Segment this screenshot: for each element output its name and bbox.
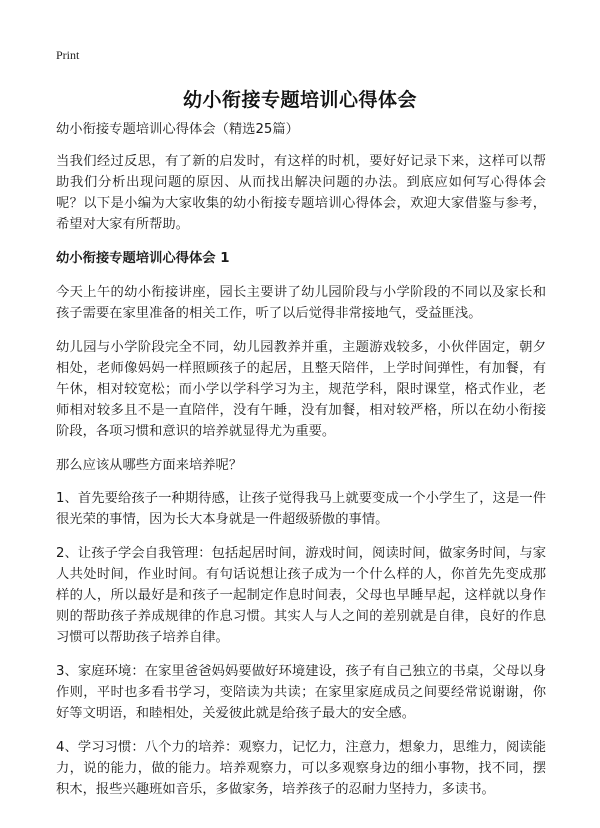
paragraph: 今天上午的幼小衔接讲座，园长主要讲了幼儿园阶段与小学阶段的不同以及家长和孩子需要在家里准备的相关工作，听了以后觉得非常接地气，受益匪浅。: [56, 285, 546, 321]
paragraph: 幼儿园与小学阶段完全不同，幼儿园教养并重，主题游戏较多，小伙伴固定，朝夕相处，老师像妈妈一样照顾孩子的起居，且整天陪伴，上学时间弹性，有加餐，有午休，相对较宽松；而小学以学科学习为主，规范学科，限时课堂，格式作业，老师相对较多且不是一直陪伴，没有午睡，没有加餐，相对较严格，所以在幼小衔接阶段，各项习惯和意识的培养就显得尤为重要。: [56, 340, 546, 439]
section-heading: 幼小衔接专题培训心得体会 1: [56, 251, 230, 266]
page-title: 幼小衔接专题培训心得体会: [182, 89, 417, 111]
intro-paragraph: 当我们经过反思，有了新的启发时，有这样的时机，要好好记录下来，这样可以帮助我们分析出现问题的原因、从而找出解决问题的办法。到底应如何写心得体会呢？以下是小编为大家收集的幼小衔接专题培训心得体会，欢迎大家借鉴与参考，希望对大家有所帮助。: [56, 154, 546, 232]
list-item: 1、首先要给孩子一种期待感，让孩子觉得我马上就要变成一个小学生了，这是一件很光荣的事情，因为长大本身就是一件超级骄傲的事情。: [56, 491, 546, 527]
paragraph: 那么应该从哪些方面来培养呢？: [56, 458, 243, 473]
article-subtitle: 幼小衔接专题培训心得体会（精选25篇）: [56, 122, 299, 137]
print-link[interactable]: Print: [56, 48, 80, 62]
article-body: [56, 119, 546, 813]
list-item: 3、家庭环境：在家里爸爸妈妈要做好环境建设，孩子有自己独立的书桌，父母以身作则，平时也多看书学习，变陪读为共读；在家里家庭成员之间要经常说谢谢，你好等文明语，和睦相处，关爱彼此就是给孩子最大的安全感。: [56, 664, 546, 721]
list-item: 2、让孩子学会自我管理：包括起居时间，游戏时间，阅读时间，做家务时间，与家人共处时间，作业时间。有句话说想让孩子成为一个什么样的人，你首先先变成那样的人，所以最好是和孩子一起制定作息时间表，父母也早睡早起，这样就以身作则的帮助孩子养成规律的作息习惯。其实人与人之间的差别就是自律，良好的作息习惯可以帮助孩子培养自律。: [56, 546, 546, 645]
list-item: 4、学习习惯：八个力的培养：观察力，记忆力，注意力，想象力，思维力，阅读能力，说的能力，做的能力。培养观察力，可以多观察身边的细小事物，找不同，摆积木，报些兴趣班如音乐，多做家务，培养孩子的忍耐力坚持力，多读书。: [56, 740, 546, 797]
